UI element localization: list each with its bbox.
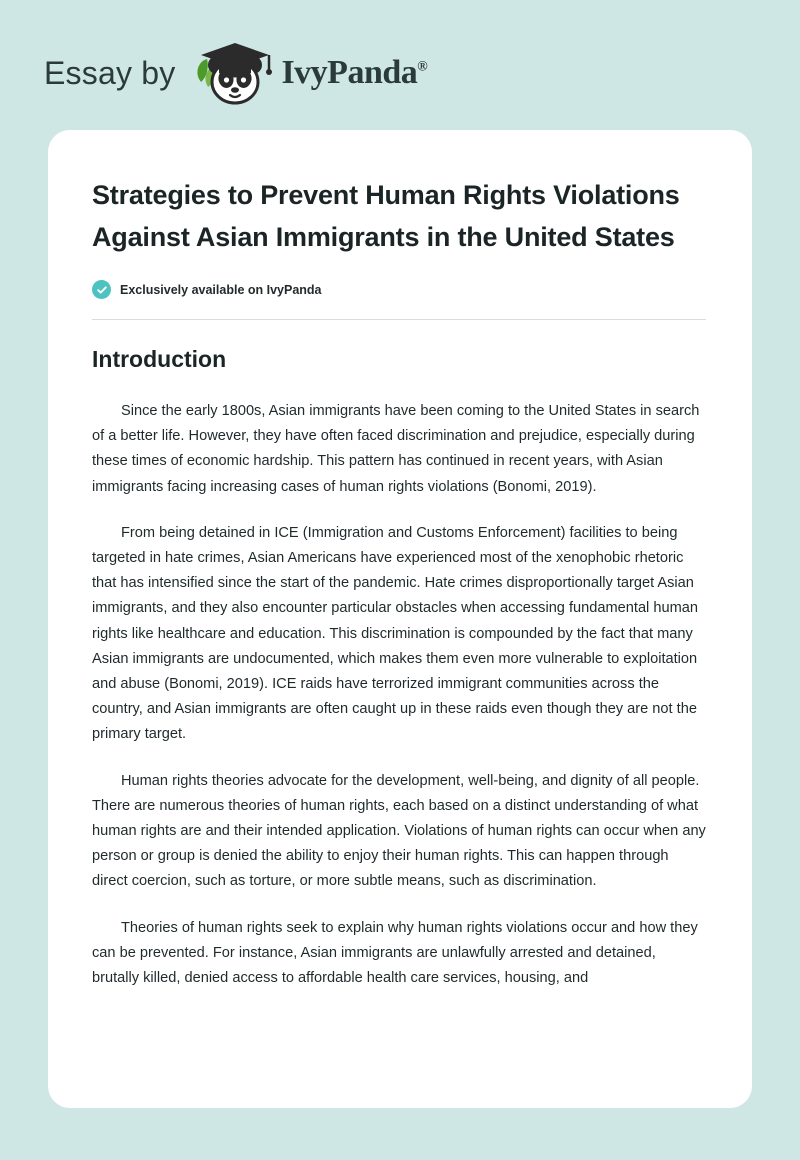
essay-by-label: Essay by [44, 54, 176, 91]
body-paragraph: Since the early 1800s, Asian immigrants have been coming to the United States in search of a better life. However, they have often faced discrimination and prejudice, especially during these times of economic hardship. This pattern has continued in recent years, with Asian immigrants facing increasing cases of human rights violations (Bonomi, 2019). [92, 403, 700, 495]
graduation-cap-panda-icon [189, 35, 275, 111]
check-circle-icon [92, 280, 111, 299]
status-badge-label: Exclusively available on IvyPanda [120, 282, 322, 297]
section-heading-introduction: Introduction [92, 346, 227, 372]
brand-name: IvyPanda® [281, 54, 428, 91]
body-paragraph: Theories of human rights seek to explain why human rights violations occur and how they can be prevented. For instance, Asian immigrants are unlawfully arrested and detained, brutally killed, denied access to affordable health care services, housing, and [92, 919, 698, 987]
registered-mark: ® [417, 59, 428, 75]
page-title: Strategies to Prevent Human Rights Violations Against Asian Immigrants in the United States [92, 180, 680, 252]
essay-card [48, 130, 752, 1108]
status-badge [92, 280, 706, 299]
ivypanda-brand[interactable] [189, 35, 427, 111]
body-paragraph: From being detained in ICE (Immigration and Customs Enforcement) facilities to being targeted in hate crimes, Asian Americans have experienced most of the xenophobic rhetoric that has intensified since the start of the pandemic. Hate crimes disproportionally target Asian immigrants, and they also encounter particular obstacles when accessing fundamental human rights like healthcare and education. This discrimination is compounded by the fact that many Asian immigrants are undocumented, which makes them even more vulnerable to exploitation and abuse (Bonomi, 2019). ICE raids have terrorized immigrant communities across the country, and Asian immigrants are often caught up in these raids even though they are not the primary target. [92, 524, 698, 743]
site-header [0, 0, 800, 110]
body-paragraph: Human rights theories advocate for the development, well-being, and dignity of all people. There are numerous theories of human rights, each based on a distinct understanding of what human rights are and their intended application. Violations of human rights can occur when any person or group is denied the ability to enjoy their human rights. This can happen through direct coercion, such as torture, or more subtle means, such as discrimination. [92, 772, 706, 890]
divider [92, 319, 706, 320]
